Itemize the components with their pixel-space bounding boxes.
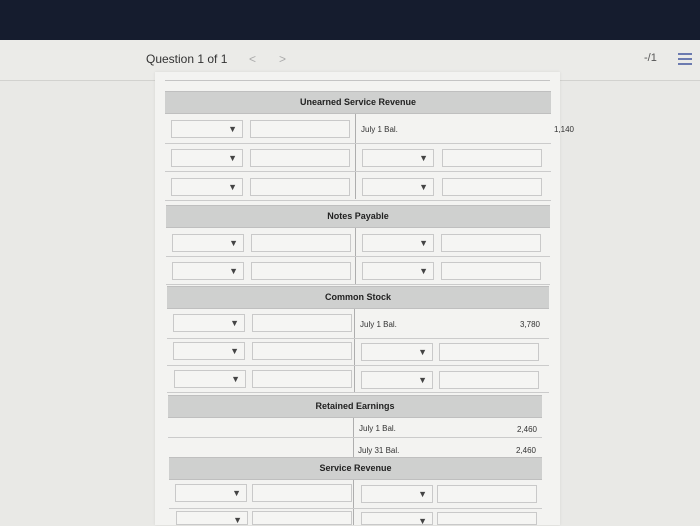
account-title-retained-earnings: Retained Earnings xyxy=(168,395,542,418)
prev-question-button[interactable]: < xyxy=(249,52,257,66)
chevron-down-icon: ▼ xyxy=(228,153,237,163)
account-title-notes-payable: Notes Payable xyxy=(166,205,550,228)
credit-account-select[interactable] xyxy=(361,343,433,361)
chevron-down-icon: ▼ xyxy=(418,516,427,526)
chevron-down-icon: ▼ xyxy=(419,153,428,163)
chevron-down-icon: ▼ xyxy=(230,318,239,328)
debit-account-select[interactable] xyxy=(172,234,244,252)
chevron-down-icon: ▼ xyxy=(232,488,241,498)
chevron-down-icon: ▼ xyxy=(419,266,428,276)
list-icon[interactable] xyxy=(678,53,692,65)
entry-label: July 1 Bal. xyxy=(361,125,398,134)
credit-amount-input[interactable] xyxy=(439,343,539,361)
credit-amount-input[interactable] xyxy=(441,262,541,280)
chevron-down-icon: ▼ xyxy=(418,489,427,499)
chevron-down-icon: ▼ xyxy=(229,238,238,248)
entry-amount: 2,460 xyxy=(516,425,537,434)
debit-amount-input[interactable] xyxy=(252,511,352,525)
debit-amount-input[interactable] xyxy=(250,120,350,138)
credit-amount-input[interactable] xyxy=(442,149,542,167)
debit-amount-input[interactable] xyxy=(252,314,352,332)
chevron-down-icon: ▼ xyxy=(233,515,242,525)
score-label: -/1 xyxy=(644,52,657,64)
credit-amount-input[interactable] xyxy=(439,371,539,389)
entry-label: July 1 Bal. xyxy=(360,320,397,329)
credit-amount-input[interactable] xyxy=(437,485,537,503)
chevron-down-icon: ▼ xyxy=(418,375,427,385)
credit-account-select[interactable] xyxy=(362,149,434,167)
debit-account-select[interactable] xyxy=(174,370,246,388)
credit-amount-input[interactable] xyxy=(442,178,542,196)
credit-account-select[interactable] xyxy=(362,234,434,252)
account-title-common-stock: Common Stock xyxy=(167,286,549,309)
chevron-down-icon: ▼ xyxy=(229,266,238,276)
chevron-down-icon: ▼ xyxy=(419,182,428,192)
entry-label: July 1 Bal. xyxy=(359,424,396,433)
debit-account-select[interactable] xyxy=(171,178,243,196)
debit-account-select[interactable] xyxy=(173,314,245,332)
account-title-unearned-service-revenue: Unearned Service Revenue xyxy=(165,91,551,114)
chevron-down-icon: ▼ xyxy=(231,374,240,384)
chevron-down-icon: ▼ xyxy=(230,346,239,356)
debit-amount-input[interactable] xyxy=(251,234,351,252)
credit-account-select[interactable] xyxy=(362,178,434,196)
credit-account-select[interactable] xyxy=(362,262,434,280)
debit-amount-input[interactable] xyxy=(252,370,352,388)
entry-amount: 1,140 xyxy=(553,125,574,134)
debit-account-select[interactable] xyxy=(172,262,244,280)
sheet-top-line xyxy=(165,80,550,81)
debit-account-select[interactable] xyxy=(171,149,243,167)
credit-amount-input[interactable] xyxy=(441,234,541,252)
debit-amount-input[interactable] xyxy=(252,484,352,502)
debit-account-select[interactable] xyxy=(171,120,243,138)
next-question-button[interactable]: > xyxy=(279,52,287,66)
chevron-down-icon: ▼ xyxy=(228,182,237,192)
debit-account-select[interactable] xyxy=(175,484,247,502)
entry-amount: 2,460 xyxy=(515,446,536,455)
entry-label: July 31 Bal. xyxy=(358,446,400,455)
credit-account-select[interactable] xyxy=(361,485,433,503)
account-title-service-revenue: Service Revenue xyxy=(169,457,542,480)
credit-amount-input[interactable] xyxy=(437,512,537,525)
debit-amount-input[interactable] xyxy=(250,149,350,167)
t-account-row xyxy=(168,417,542,438)
debit-amount-input[interactable] xyxy=(251,262,351,280)
entry-amount: 3,780 xyxy=(519,320,540,329)
debit-account-select[interactable] xyxy=(173,342,245,360)
chevron-down-icon: ▼ xyxy=(228,124,237,134)
debit-amount-input[interactable] xyxy=(250,178,350,196)
chevron-down-icon: ▼ xyxy=(419,238,428,248)
debit-account-select[interactable] xyxy=(176,511,248,525)
chevron-down-icon: ▼ xyxy=(418,347,427,357)
credit-account-select[interactable] xyxy=(361,371,433,389)
credit-account-select[interactable] xyxy=(361,512,433,525)
question-label: Question 1 of 1 xyxy=(146,52,228,66)
app-top-bar xyxy=(0,0,700,40)
debit-amount-input[interactable] xyxy=(252,342,352,360)
